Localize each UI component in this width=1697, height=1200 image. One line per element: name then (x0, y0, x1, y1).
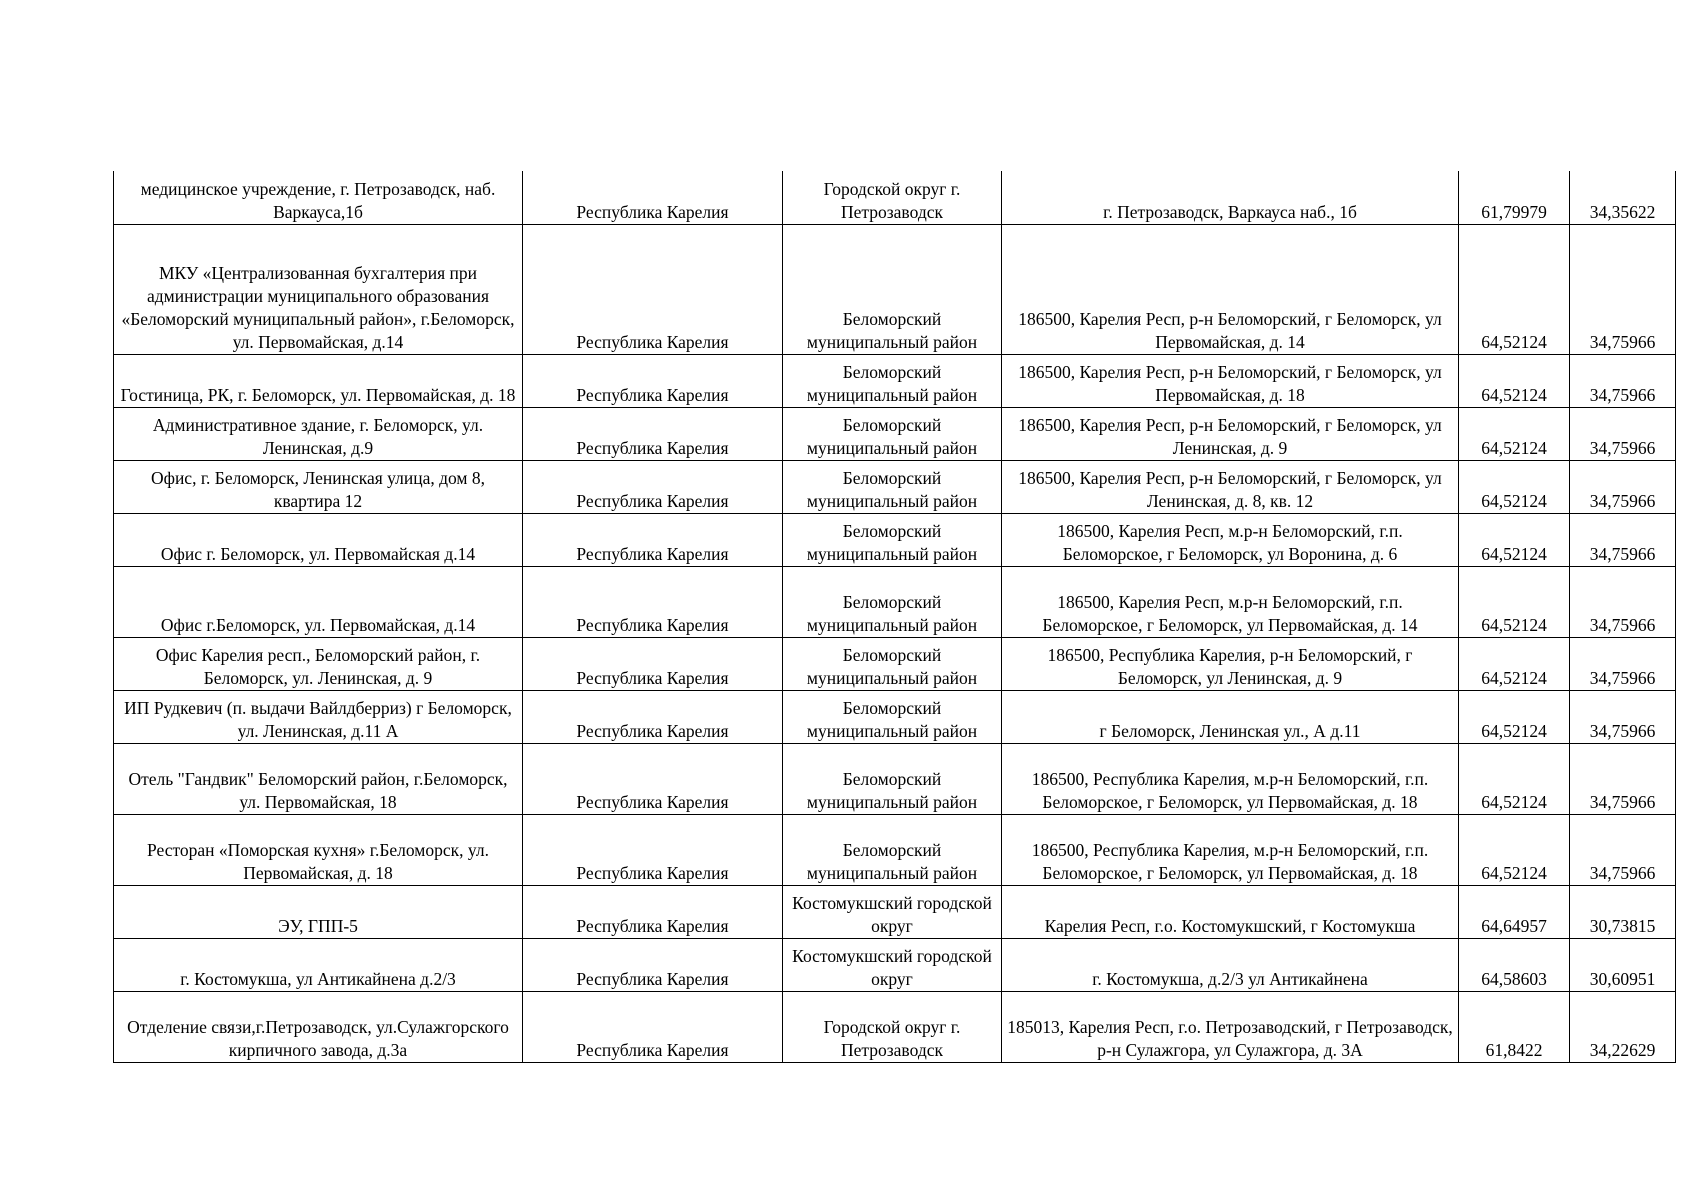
cell-region: Республика Карелия (523, 171, 783, 224)
cell-longitude: 34,22629 (1570, 991, 1676, 1062)
cell-object-name: МКУ «Централизованная бухгалтерия при администрации муниципального образования «Беломорский муниципальный район», г.Беломорск, ул. Первомайская, д.14 (114, 224, 523, 354)
cell-longitude: 30,73815 (1570, 885, 1676, 938)
cell-region: Республика Карелия (523, 460, 783, 513)
table-row (114, 938, 1676, 991)
cell-region: Республика Карелия (523, 354, 783, 407)
cell-longitude: 34,75966 (1570, 637, 1676, 690)
cell-address: 186500, Республика Карелия, м.р-н Беломорский, г.п. Беломорское, г Беломорск, ул Первомайская, д. 18 (1002, 814, 1459, 885)
cell-district: Беломорский муниципальный район (783, 814, 1002, 885)
cell-district: Костомукшский городской округ (783, 885, 1002, 938)
cell-object-name: г. Костомукша, ул Антикайнена д.2/3 (114, 938, 523, 991)
cell-longitude: 34,75966 (1570, 224, 1676, 354)
cell-address: 186500, Республика Карелия, р-н Беломорский, г Беломорск, ул Ленинская, д. 9 (1002, 637, 1459, 690)
cell-region: Республика Карелия (523, 513, 783, 566)
table-row (114, 171, 1676, 224)
cell-address: 186500, Карелия Респ, р-н Беломорский, г Беломорск, ул Ленинская, д. 9 (1002, 407, 1459, 460)
cell-longitude: 30,60951 (1570, 938, 1676, 991)
cell-address: 186500, Карелия Респ, м.р-н Беломорский, г.п. Беломорское, г Беломорск, ул Первомайская, д. 14 (1002, 566, 1459, 637)
cell-address: 185013, Карелия Респ, г.о. Петрозаводский, г Петрозаводск, р-н Сулажгора, ул Сулажгора, д. 3А (1002, 991, 1459, 1062)
cell-latitude: 64,52124 (1459, 460, 1570, 513)
cell-object-name: медицинское учреждение, г. Петрозаводск, наб. Варкауса,1б (114, 171, 523, 224)
table-row (114, 354, 1676, 407)
cell-latitude: 64,52124 (1459, 224, 1570, 354)
table-row (114, 637, 1676, 690)
table-row (114, 566, 1676, 637)
cell-object-name: Офис г.Беломорск, ул. Первомайская, д.14 (114, 566, 523, 637)
table-row (114, 885, 1676, 938)
cell-address: г Беломорск, Ленинская ул., А д.11 (1002, 690, 1459, 743)
cell-object-name: Офис, г. Беломорск, Ленинская улица, дом 8, квартира 12 (114, 460, 523, 513)
table-row (114, 224, 1676, 354)
cell-latitude: 64,52124 (1459, 743, 1570, 814)
cell-latitude: 61,79979 (1459, 171, 1570, 224)
cell-longitude: 34,75966 (1570, 460, 1676, 513)
cell-longitude: 34,75966 (1570, 354, 1676, 407)
cell-district: Беломорский муниципальный район (783, 407, 1002, 460)
cell-address: г. Костомукша, д.2/3 ул Антикайнена (1002, 938, 1459, 991)
cell-latitude: 61,8422 (1459, 991, 1570, 1062)
table-row (114, 513, 1676, 566)
cell-address: Карелия Респ, г.о. Костомукшский, г Костомукша (1002, 885, 1459, 938)
cell-latitude: 64,52124 (1459, 637, 1570, 690)
cell-object-name: Ресторан «Поморская кухня» г.Беломорск, ул. Первомайская, д. 18 (114, 814, 523, 885)
cell-longitude: 34,75966 (1570, 690, 1676, 743)
cell-object-name: Офис г. Беломорск, ул. Первомайская д.14 (114, 513, 523, 566)
table-row (114, 991, 1676, 1062)
cell-latitude: 64,64957 (1459, 885, 1570, 938)
cell-longitude: 34,75966 (1570, 513, 1676, 566)
cell-latitude: 64,52124 (1459, 814, 1570, 885)
cell-object-name: ИП Рудкевич (п. выдачи Вайлдберриз) г Беломорск, ул. Ленинская, д.11 А (114, 690, 523, 743)
cell-region: Республика Карелия (523, 224, 783, 354)
cell-latitude: 64,52124 (1459, 566, 1570, 637)
cell-address: г. Петрозаводск, Варкауса наб., 1б (1002, 171, 1459, 224)
cell-region: Республика Карелия (523, 991, 783, 1062)
cell-district: Беломорский муниципальный район (783, 513, 1002, 566)
table-row (114, 407, 1676, 460)
registry-table-body (114, 171, 1676, 1062)
cell-longitude: 34,75966 (1570, 743, 1676, 814)
cell-address: 186500, Республика Карелия, м.р-н Беломорский, г.п. Беломорское, г Беломорск, ул Первомайская, д. 18 (1002, 743, 1459, 814)
cell-region: Республика Карелия (523, 407, 783, 460)
cell-longitude: 34,75966 (1570, 566, 1676, 637)
cell-object-name: Административное здание, г. Беломорск, ул. Ленинская, д.9 (114, 407, 523, 460)
cell-address: 186500, Карелия Респ, р-н Беломорский, г Беломорск, ул Ленинская, д. 8, кв. 12 (1002, 460, 1459, 513)
cell-district: Беломорский муниципальный район (783, 224, 1002, 354)
cell-district: Костомукшский городской округ (783, 938, 1002, 991)
cell-district: Беломорский муниципальный район (783, 637, 1002, 690)
cell-address: 186500, Карелия Респ, р-н Беломорский, г Беломорск, ул Первомайская, д. 14 (1002, 224, 1459, 354)
table-row (114, 743, 1676, 814)
cell-address: 186500, Карелия Респ, р-н Беломорский, г Беломорск, ул Первомайская, д. 18 (1002, 354, 1459, 407)
cell-longitude: 34,35622 (1570, 171, 1676, 224)
cell-region: Республика Карелия (523, 814, 783, 885)
cell-district: Беломорский муниципальный район (783, 566, 1002, 637)
cell-longitude: 34,75966 (1570, 814, 1676, 885)
cell-region: Республика Карелия (523, 743, 783, 814)
cell-latitude: 64,52124 (1459, 354, 1570, 407)
table-row (114, 814, 1676, 885)
table-row (114, 460, 1676, 513)
cell-object-name: Отделение связи,г.Петрозаводск, ул.Сулажгорского кирпичного завода, д.3а (114, 991, 523, 1062)
cell-district: Беломорский муниципальный район (783, 354, 1002, 407)
cell-latitude: 64,52124 (1459, 407, 1570, 460)
cell-district: Беломорский муниципальный район (783, 743, 1002, 814)
cell-address: 186500, Карелия Респ, м.р-н Беломорский, г.п. Беломорское, г Беломорск, ул Воронина, д. 6 (1002, 513, 1459, 566)
cell-district: Городской округ г. Петрозаводск (783, 171, 1002, 224)
cell-district: Беломорский муниципальный район (783, 460, 1002, 513)
cell-latitude: 64,52124 (1459, 513, 1570, 566)
cell-region: Республика Карелия (523, 690, 783, 743)
cell-district: Городской округ г. Петрозаводск (783, 991, 1002, 1062)
cell-region: Республика Карелия (523, 885, 783, 938)
cell-object-name: Офис Карелия респ., Беломорский район, г. Беломорск, ул. Ленинская, д. 9 (114, 637, 523, 690)
cell-region: Республика Карелия (523, 938, 783, 991)
cell-object-name: Гостиница, РК, г. Беломорск, ул. Первомайская, д. 18 (114, 354, 523, 407)
cell-district: Беломорский муниципальный район (783, 690, 1002, 743)
cell-latitude: 64,52124 (1459, 690, 1570, 743)
cell-region: Республика Карелия (523, 637, 783, 690)
table-row (114, 690, 1676, 743)
cell-latitude: 64,58603 (1459, 938, 1570, 991)
cell-longitude: 34,75966 (1570, 407, 1676, 460)
cell-region: Республика Карелия (523, 566, 783, 637)
cell-object-name: ЭУ, ГПП-5 (114, 885, 523, 938)
cell-object-name: Отель "Гандвик" Беломорский район, г.Беломорск, ул. Первомайская, 18 (114, 743, 523, 814)
registry-table (113, 171, 1676, 1063)
